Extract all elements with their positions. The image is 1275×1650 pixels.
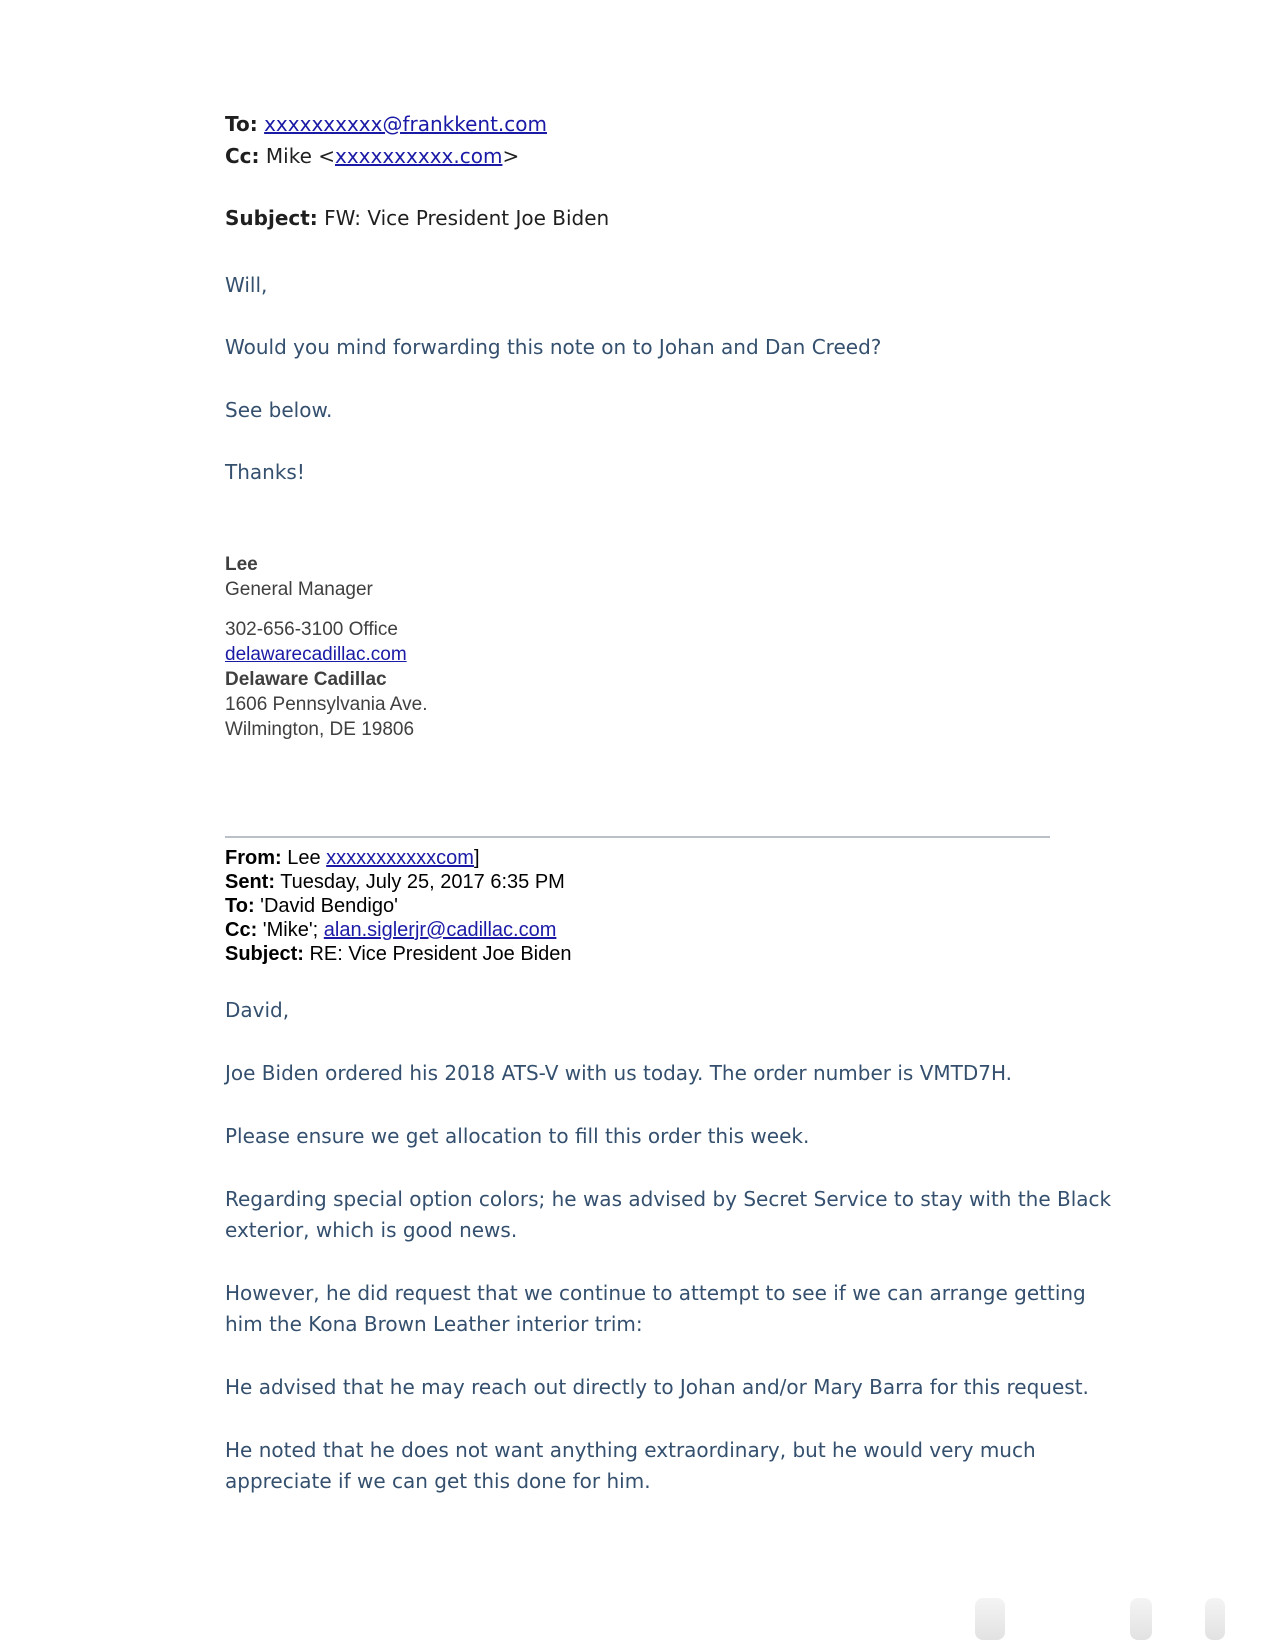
top-cc-label: Cc:	[225, 144, 260, 168]
fwd-subject-line	[225, 942, 571, 966]
fwd-to-value: 'David Bendigo'	[260, 895, 398, 917]
signature-company-text: Delaware Cadillac	[225, 669, 387, 690]
fwd-to-line	[225, 894, 398, 918]
signature-website	[225, 644, 407, 666]
fwd-from-name: Lee	[287, 847, 327, 869]
scan-artifact-3	[1205, 1598, 1225, 1640]
fwd-paragraph-6-line-1: He noted that he does not want anything extraordinary, but he would very much	[225, 1438, 1036, 1462]
top-cc-name: Mike <	[265, 144, 335, 168]
fwd-sent-label: Sent:	[225, 871, 275, 893]
message-separator	[225, 836, 1050, 838]
signature-phone: 302-656-3100 Office	[225, 619, 398, 640]
fwd-cc-name: 'Mike';	[262, 919, 324, 941]
fwd-cc-line	[225, 918, 556, 942]
fwd-cc-email-link[interactable]: alan.siglerjr@cadillac.com	[323, 919, 557, 941]
fwd-paragraph-4-line-2: him the Kona Brown Leather interior trim:	[225, 1312, 643, 1336]
scan-artifact-2	[1130, 1598, 1152, 1640]
fwd-from-label: From:	[225, 847, 282, 869]
signature-address-2: Wilmington, DE 19806	[225, 719, 415, 740]
fwd-sent-value: Tuesday, July 25, 2017 6:35 PM	[280, 871, 565, 893]
fwd-sent-line	[225, 870, 565, 894]
top-body-line-1: Would you mind forwarding this note on to Johan and Dan Creed?	[225, 335, 882, 359]
fwd-from-close: ]	[473, 847, 480, 869]
fwd-paragraph-6-line-2: appreciate if we can get this done for him.	[225, 1469, 651, 1493]
top-cc-line	[225, 144, 519, 168]
fwd-paragraph-3-line-1: Regarding special option colors; he was advised by Secret Service to stay with the Black	[225, 1187, 1112, 1211]
top-greeting: Will,	[225, 273, 268, 297]
fwd-greeting: David,	[225, 998, 290, 1022]
scan-artifact-1	[975, 1598, 1005, 1640]
signature-name-text: Lee	[225, 554, 258, 575]
top-to-label: To:	[225, 112, 258, 136]
signature-company	[225, 669, 387, 691]
signature-address-1: 1606 Pennsylvania Ave.	[225, 694, 428, 715]
fwd-from-email-link[interactable]: xxxxxxxxxxxcom	[326, 847, 474, 869]
fwd-paragraph-4-line-1: However, he did request that we continue to attempt to see if we can arrange getting	[225, 1281, 1086, 1305]
top-subject-value: FW: Vice President Joe Biden	[324, 206, 610, 230]
fwd-paragraph-5: He advised that he may reach out directly to Johan and/or Mary Barra for this request.	[225, 1375, 1089, 1399]
fwd-subject-label: Subject:	[225, 943, 304, 965]
signature-title: General Manager	[225, 579, 373, 600]
fwd-from-line	[225, 846, 480, 870]
fwd-cc-label: Cc:	[225, 919, 258, 941]
top-subject-line	[225, 206, 609, 230]
fwd-paragraph-2: Please ensure we get allocation to fill this order this week.	[225, 1124, 810, 1148]
fwd-subject-value: RE: Vice President Joe Biden	[309, 943, 572, 965]
fwd-paragraph-3-line-2: exterior, which is good news.	[225, 1218, 518, 1242]
top-cc-close: >	[502, 144, 520, 168]
signature-website-link[interactable]: delawarecadillac.com	[225, 644, 407, 665]
top-to-line	[225, 112, 547, 136]
top-body-line-2: See below.	[225, 398, 333, 422]
top-subject-label: Subject:	[225, 206, 318, 230]
top-to-email-link[interactable]: xxxxxxxxxx@frankkent.com	[264, 112, 547, 136]
fwd-paragraph-1: Joe Biden ordered his 2018 ATS-V with us today. The order number is VMTD7H.	[225, 1061, 1013, 1085]
fwd-to-label: To:	[225, 895, 255, 917]
signature-name	[225, 554, 258, 576]
top-cc-email-link[interactable]: xxxxxxxxxx.com	[335, 144, 503, 168]
top-body-line-3: Thanks!	[225, 460, 305, 484]
